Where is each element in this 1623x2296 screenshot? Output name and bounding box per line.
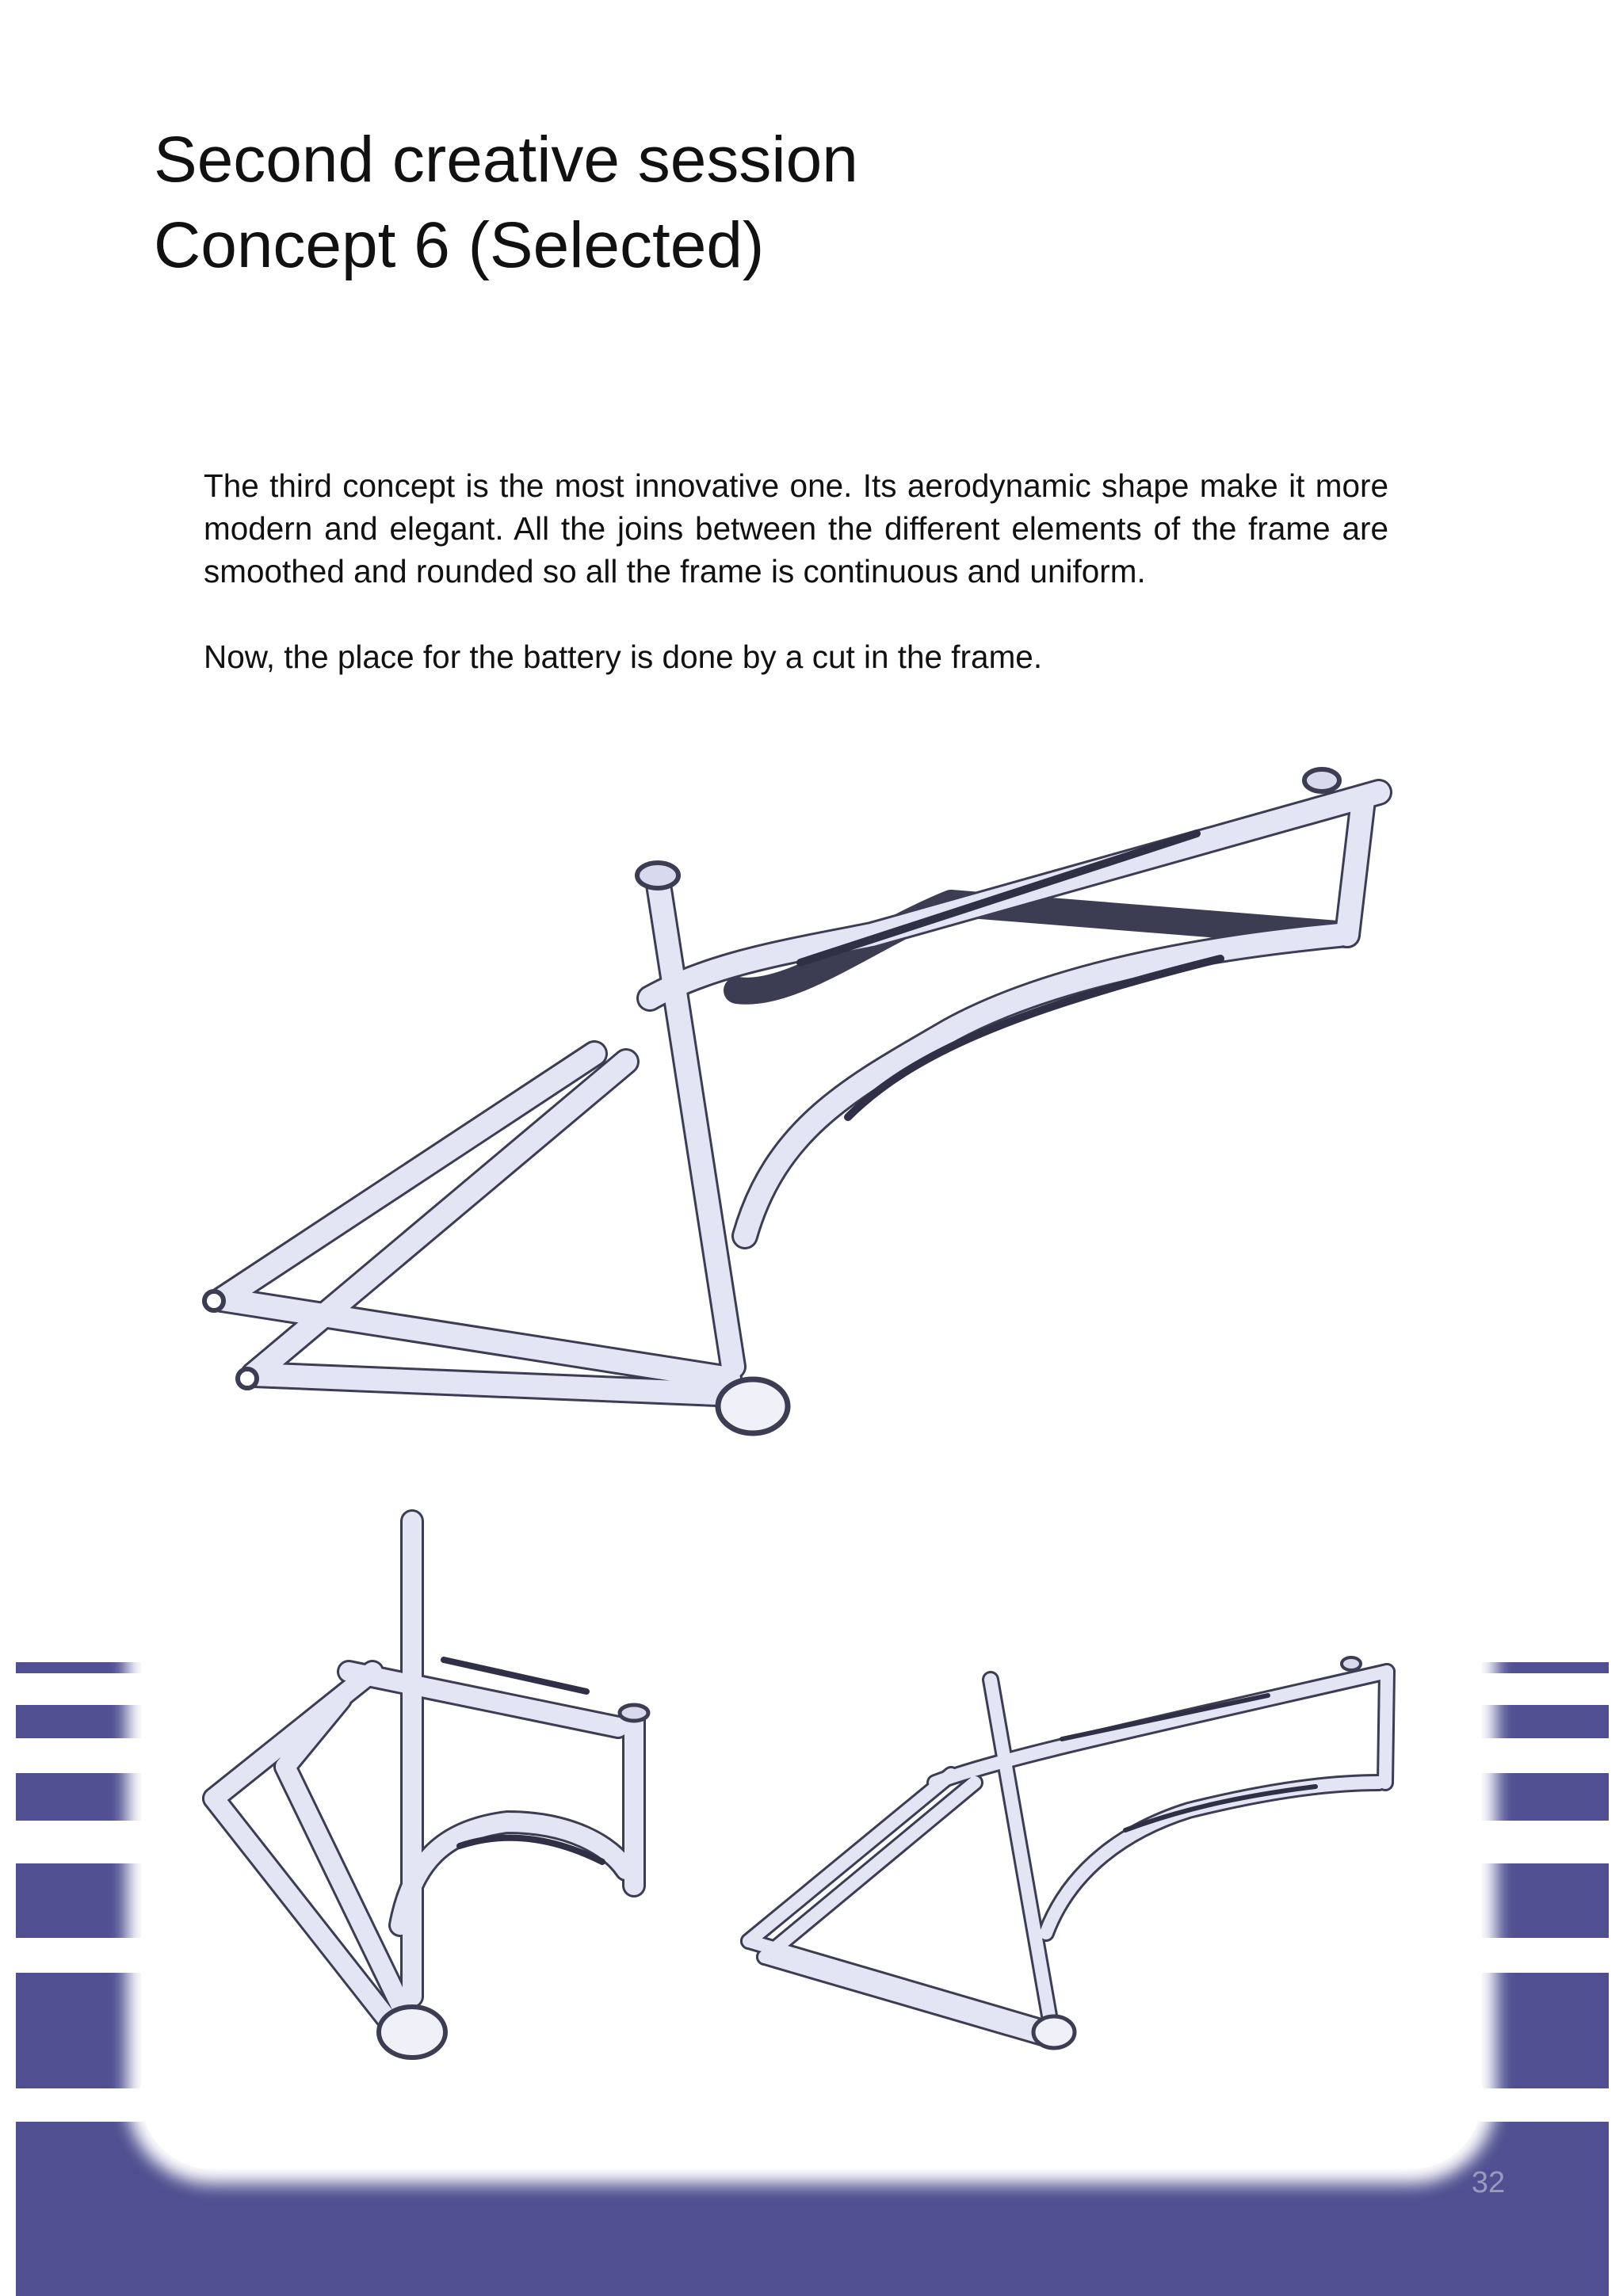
- bicycle-frame-rear-view-icon: [729, 1648, 1426, 2060]
- description-paragraph-1: The third concept is the most innovative one. Its aerodynamic shape make it more modern and elegant. All the joins between the different elements of the frame are smoothed and rounded so all the frame is continuous and uniform.: [204, 467, 1388, 589]
- description-paragraph-2: Now, the place for the battery is done by a cut in the frame.: [204, 639, 1043, 675]
- description: [204, 464, 1388, 721]
- title-line-1: Second creative session: [154, 124, 858, 196]
- page-title: [154, 117, 858, 288]
- title-line-2: Concept 6 (Selected): [154, 209, 765, 281]
- bicycle-frame-front-view-icon: [174, 1505, 713, 2076]
- bicycle-frame-side-view-icon: [182, 745, 1434, 1458]
- page-number: 32: [1471, 2166, 1506, 2199]
